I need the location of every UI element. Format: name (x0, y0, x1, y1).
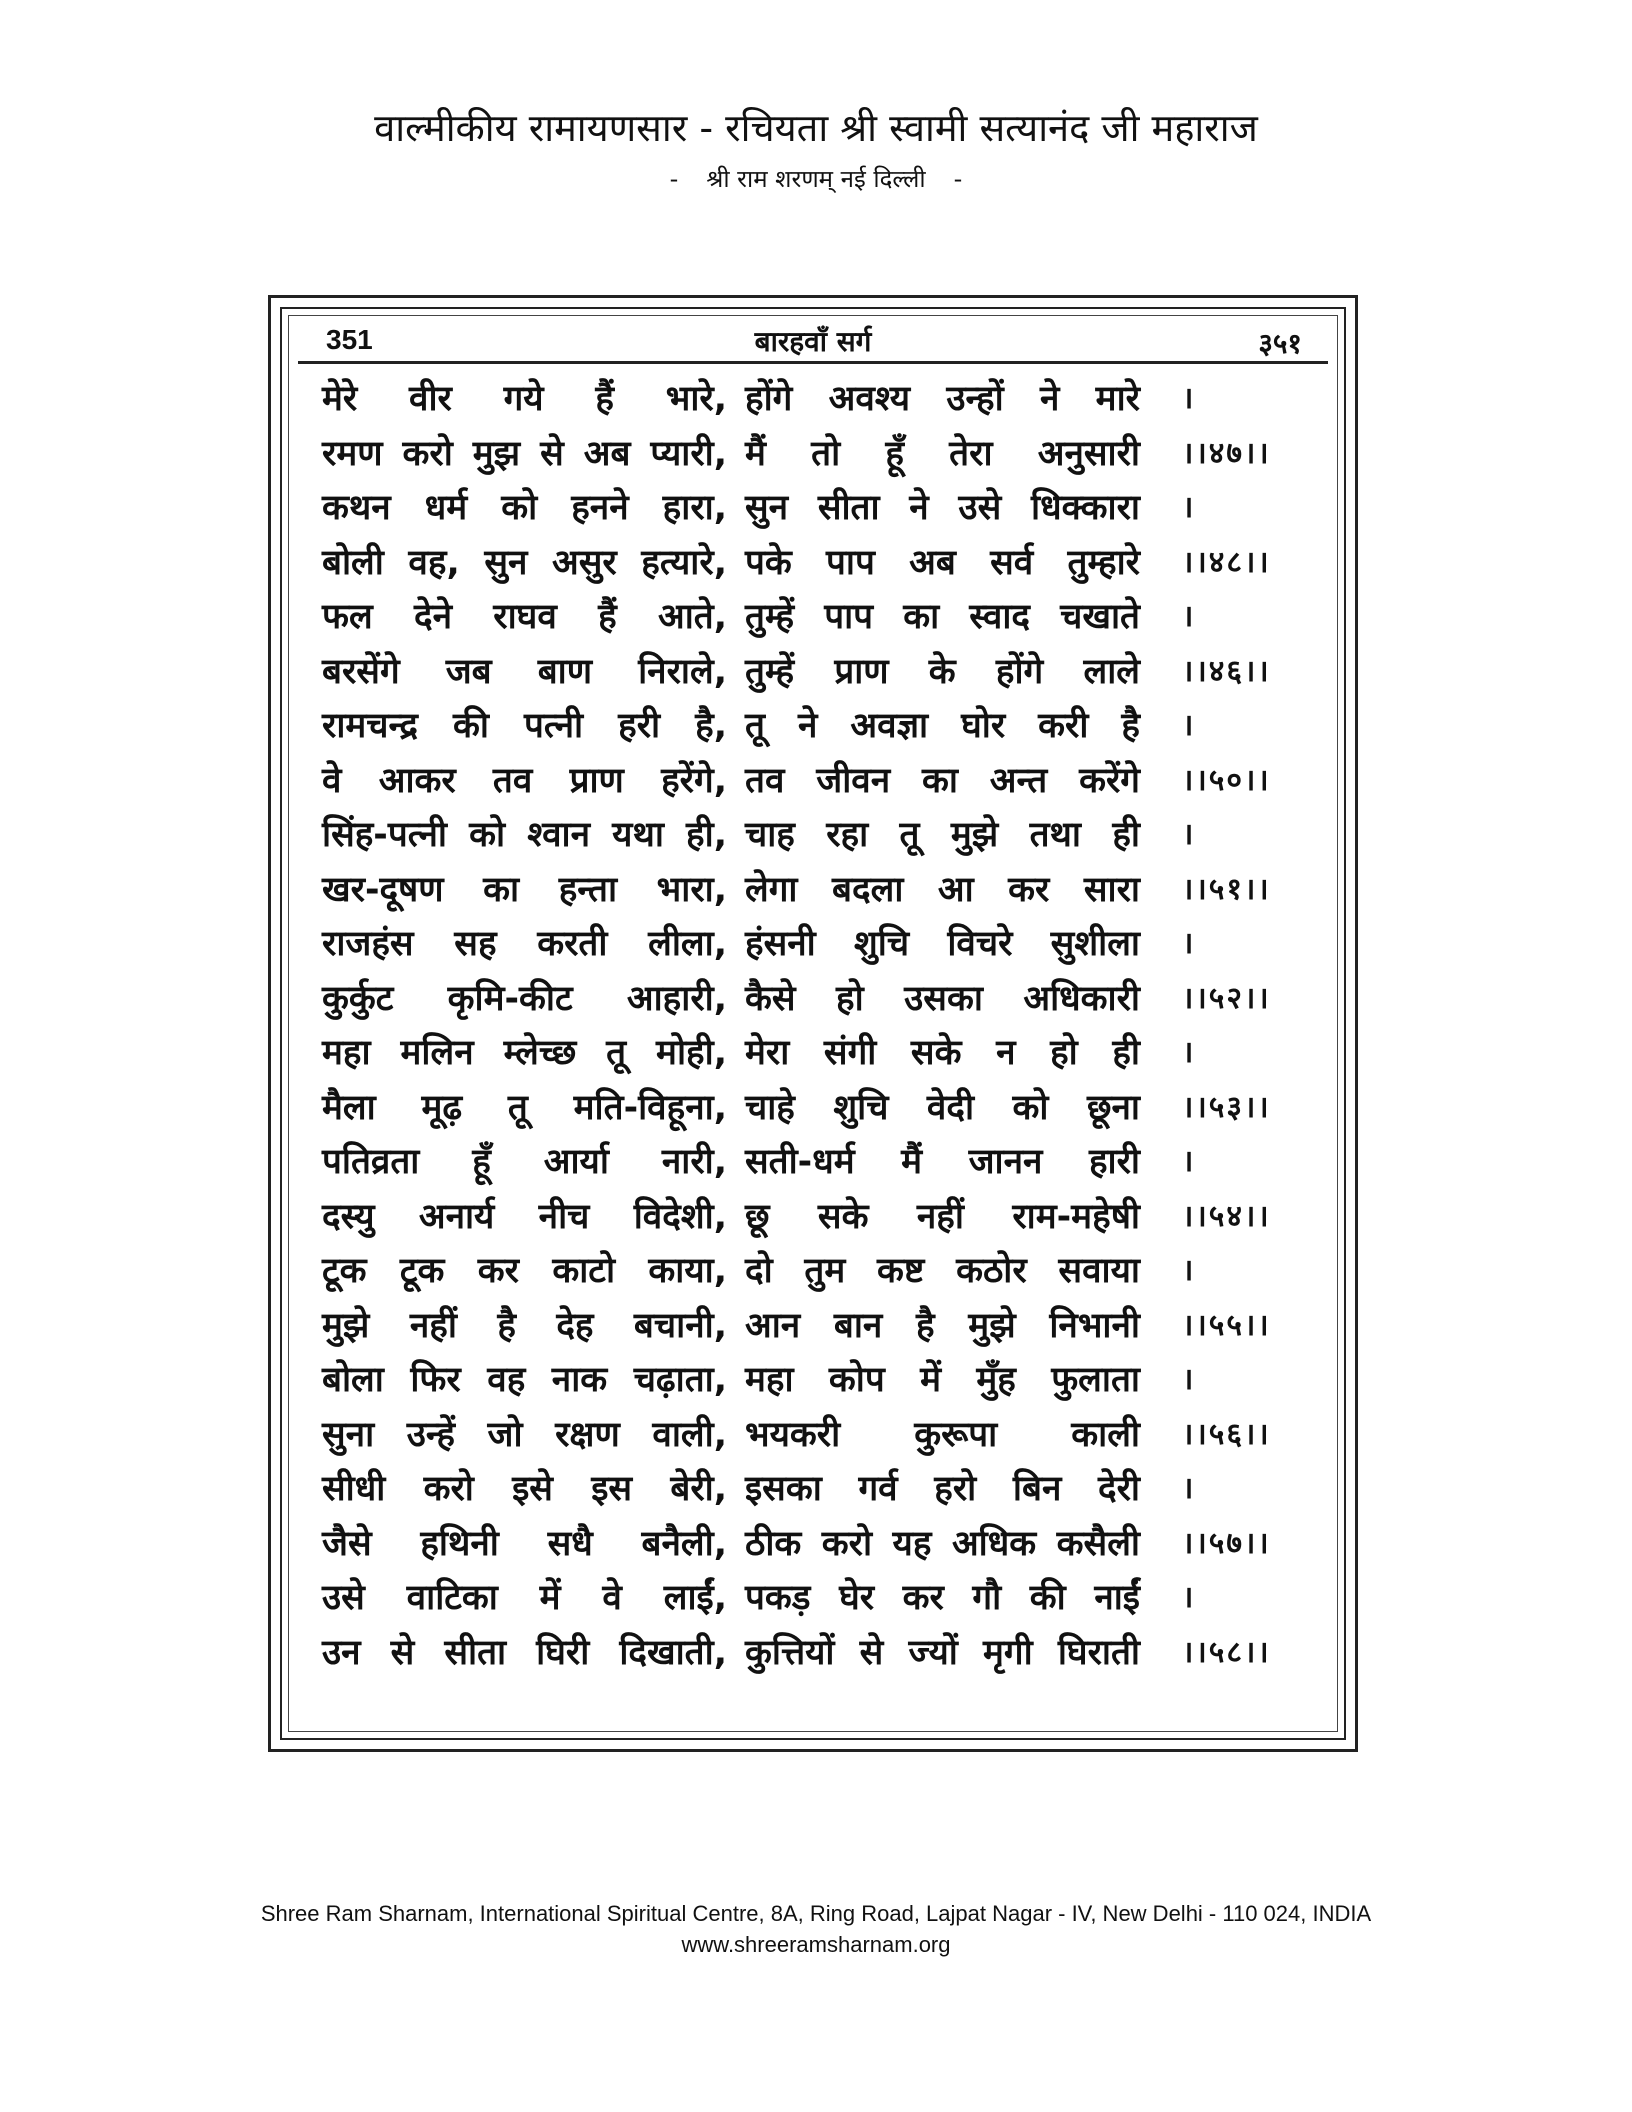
verse-second-half: तुम्हें पाप का स्वाद चखाते (745, 597, 1140, 637)
footer-address: Shree Ram Sharnam, International Spiritual Centre, 8A, Ring Road, Lajpat Nagar - IV, New Delhi - 110 024, INDIA (260, 1901, 1372, 1926)
verse-second-half: कैसे हो उसका अधिकारी (745, 978, 1140, 1019)
verse-line (322, 590, 1322, 645)
verse-line (322, 972, 1322, 1027)
verse-first-half: उन से सीता घिरी दिखाती, (322, 1632, 727, 1673)
verse-first-half: बोला फिर वह नाक चढ़ाता, (322, 1360, 727, 1400)
verse-first-half: सिंह-पत्नी को श्वान यथा ही, (322, 815, 727, 855)
verse-number: । (1182, 926, 1196, 961)
verse-first-half: मुझे नहीं है देह बचानी, (322, 1305, 727, 1346)
verse-number: । (1182, 817, 1196, 852)
document-subtitle (0, 163, 1632, 195)
verse-line (322, 917, 1322, 972)
verse-number: । (1182, 1471, 1196, 1506)
verse-second-half: छू सके नहीं राम-महेषी (745, 1196, 1140, 1237)
verse-second-half: तू ने अवज्ञा घोर करी है (745, 706, 1140, 746)
verse-number: ।।४६।। (1182, 653, 1271, 689)
verse-line (322, 536, 1322, 591)
verse-number: । (1182, 599, 1196, 634)
verse-second-half: हंसनी शुचि विचरे सुशीला (745, 924, 1140, 964)
verse-line (322, 1081, 1322, 1136)
subtitle-dash-right: - (953, 165, 963, 193)
verse-number: । (1182, 490, 1196, 525)
verse-first-half: सीधी करो इसे इस बेरी, (322, 1469, 727, 1509)
verse-line (322, 372, 1322, 427)
verse-second-half: चाह रहा तू मुझे तथा ही (745, 815, 1140, 855)
verse-second-half: होंगे अवश्य उन्हों ने मारे (745, 379, 1140, 419)
verse-first-half: कुर्कुट कृमि-कीट आहारी, (322, 978, 727, 1019)
verse-line (322, 1462, 1322, 1517)
verse-first-half: बोली वह, सुन असुर हत्यारे, (322, 542, 727, 583)
verse-number: ।।५५।। (1182, 1307, 1271, 1343)
verse-first-half: दस्यु अनार्य नीच विदेशी, (322, 1196, 727, 1237)
verse-number: ।।५७।। (1182, 1525, 1271, 1561)
verse-line (322, 1244, 1322, 1299)
verse-number: । (1182, 1035, 1196, 1070)
verse-number: ।।४७।। (1182, 435, 1271, 471)
verse-second-half: तव जीवन का अन्त करेंगे (745, 760, 1140, 801)
verse-first-half: बरसेंगे जब बाण निराले, (322, 651, 727, 692)
verse-number: । (1182, 708, 1196, 743)
verse-first-half: महा मलिन म्लेच्छ तू मोही, (322, 1033, 727, 1073)
verse-number: । (1182, 1362, 1196, 1397)
verse-second-half: पकड़ घेर कर गौ की नाईं (745, 1578, 1140, 1618)
verse-first-half: फल देने राघव हैं आते, (322, 597, 727, 637)
verse-number: ।।५४।। (1182, 1198, 1271, 1234)
verse-first-half: रामचन्द्र की पत्नी हरी है, (322, 706, 727, 746)
verse-line (322, 1408, 1322, 1463)
verse-second-half: चाहे शुचि वेदी को छूना (745, 1087, 1140, 1128)
verse-line (322, 808, 1322, 863)
footer-website[interactable]: www.shreeramsharnam.org (681, 1932, 951, 1957)
verse-line (322, 645, 1322, 700)
verse-number: ।।५३।। (1182, 1089, 1271, 1125)
verse-first-half: मेरे वीर गये हैं भारे, (322, 379, 727, 419)
verse-first-half: रमण करो मुझ से अब प्यारी, (322, 433, 727, 474)
verse-second-half: कुत्तियों से ज्यों मृगी घिराती (745, 1632, 1140, 1673)
verse-second-half: सती-धर्म मैं जानन हारी (745, 1142, 1140, 1182)
verse-second-half: आन बान है मुझे निभानी (745, 1305, 1140, 1346)
verse-line (322, 1026, 1322, 1081)
verse-second-half: इसका गर्व हरो बिन देरी (745, 1469, 1140, 1509)
verse-first-half: वे आकर तव प्राण हरेंगे, (322, 760, 727, 801)
verse-first-half: टूक टूक कर काटो काया, (322, 1251, 727, 1291)
verse-first-half: जैसे हथिनी सधै बनैली, (322, 1523, 727, 1564)
verse-first-half: पतिव्रता हूँ आर्या नारी, (322, 1142, 727, 1182)
verse-number: ।।५२।। (1182, 980, 1271, 1016)
verse-second-half: सुन सीता ने उसे धिक्कारा (745, 488, 1140, 528)
verse-first-half: उसे वाटिका में वे लाईं, (322, 1578, 727, 1618)
page-number-arabic: 351 (326, 324, 373, 355)
verse-second-half: मेरा संगी सके न हो ही (745, 1033, 1140, 1073)
verse-second-half: भयकरी कुरूपा काली (745, 1414, 1140, 1455)
verse-second-half: महा कोप में मुँह फुलाता (745, 1360, 1140, 1400)
verse-line (322, 1517, 1322, 1572)
verse-line (322, 1353, 1322, 1408)
verse-number: ।।५६।। (1182, 1416, 1271, 1452)
verse-second-half: मैं तो हूँ तेरा अनुसारी (745, 433, 1140, 474)
verse-number: । (1182, 1144, 1196, 1179)
verse-line (322, 699, 1322, 754)
page-number-devanagari: ३५१ (1258, 327, 1302, 360)
verse-line (322, 863, 1322, 918)
verse-first-half: मैला मूढ़ तू मति-विहूना, (322, 1087, 727, 1128)
verse-second-half: पके पाप अब सर्व तुम्हारे (745, 542, 1140, 583)
verse-list (322, 372, 1322, 1680)
verse-first-half: सुना उन्हें जो रक्षण वाली, (322, 1414, 727, 1455)
verse-line (322, 1626, 1322, 1681)
verse-second-half: लेगा बदला आ कर सारा (745, 869, 1140, 910)
subtitle-dash-left: - (669, 165, 679, 193)
verse-line (322, 754, 1322, 809)
verse-number: ।।५८।। (1182, 1634, 1271, 1670)
verse-number: ।।५१।। (1182, 871, 1271, 907)
verse-number: ।।४८।। (1182, 544, 1271, 580)
verse-first-half: खर-दूषण का हन्ता भारा, (322, 869, 727, 910)
verse-number: ।।५०।। (1182, 762, 1271, 798)
chapter-title: बारहवाँ सर्ग (754, 325, 872, 358)
verse-second-half: दो तुम कष्ट कठोर सवाया (745, 1251, 1140, 1291)
verse-line (322, 1299, 1322, 1354)
verse-number: । (1182, 1253, 1196, 1288)
page-header (298, 318, 1328, 364)
verse-line (322, 1571, 1322, 1626)
verse-line (322, 1135, 1322, 1190)
verse-first-half: राजहंस सह करती लीला, (322, 924, 727, 964)
verse-number: । (1182, 381, 1196, 416)
verse-second-half: तुम्हें प्राण के होंगे लाले (745, 651, 1140, 692)
subtitle-text: श्री राम शरणम् नई दिल्ली (706, 165, 926, 193)
verse-second-half: ठीक करो यह अधिक कसैली (745, 1523, 1140, 1564)
verse-first-half: कथन धर्म को हनने हारा, (322, 488, 727, 528)
verse-line (322, 427, 1322, 482)
document-title: वाल्मीकीय रामायणसार - रचियता श्री स्वामी सत्यानंद जी महाराज (374, 106, 1258, 150)
verse-number: । (1182, 1580, 1196, 1615)
verse-line (322, 481, 1322, 536)
verse-line (322, 1190, 1322, 1245)
